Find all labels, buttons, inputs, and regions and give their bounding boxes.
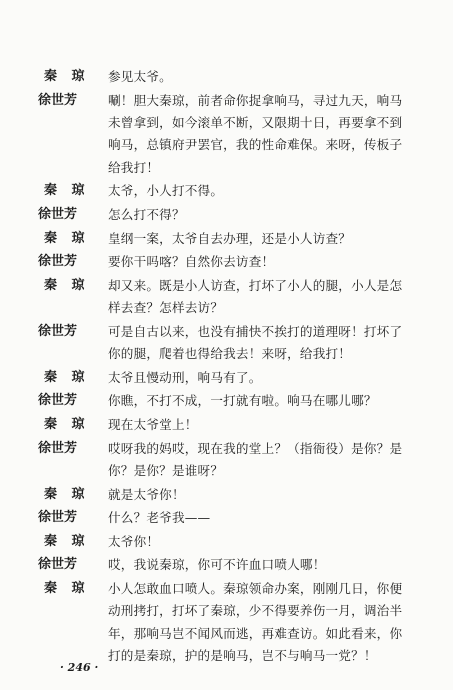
dialogue-line: 打的是秦琼，护的是响马，岂不与响马一党？！ (108, 648, 377, 664)
speaker-name: 徐世芳 (38, 92, 78, 108)
dialogue-line: 小人怎敢血口喷人。秦琼领命办案，刚刚几日，你便 (108, 581, 403, 596)
speaker-name: 秦 琼 (44, 486, 85, 502)
dialogue-entry (0, 367, 453, 389)
dialogue-line: 却又来。既是小人访查，打坏了小人的腿，小人是怎 (108, 277, 403, 293)
speaker-name: 秦 琼 (44, 277, 85, 293)
speaker-name: 徐世芳 (38, 440, 78, 456)
speaker-name: 秦 琼 (44, 183, 85, 199)
dialogue-line: 你？是你？是谁呀？ (108, 462, 224, 478)
speaker-name: 秦 琼 (44, 417, 85, 432)
speaker-name: 秦 琼 (44, 230, 85, 246)
dialogue-entry (0, 507, 453, 529)
dialogue-line: 什么？老爷我—— (108, 510, 211, 526)
dialogue-line: 可是自古以来，也没有捕快不挨打的道理呀！打坏了 (108, 323, 403, 339)
speaker-name: 秦 琼 (44, 69, 85, 84)
dialogue-entry (0, 438, 453, 483)
speaker-name: 徐世芳 (38, 557, 78, 573)
speaker-name: 徐世芳 (38, 510, 78, 526)
dialogue-entry (0, 321, 453, 366)
dialogue-entry (0, 90, 453, 180)
dialogue-line: 年，那响马岂不闻风而逃，再难查访。如此看来，你 (108, 625, 403, 641)
dialogue-entry (0, 414, 453, 436)
dialogue-line: 要你干吗喀？自然你去访查！ (108, 254, 275, 270)
dialogue-line: 就是太爷你！ (108, 486, 185, 502)
speaker-name: 秦 琼 (44, 533, 85, 549)
dialogue-entry (0, 204, 453, 226)
dialogue-entry (0, 228, 453, 250)
dialogue-line: 太爷且慢动刑，响马有了。 (108, 369, 262, 385)
dialogue-entry (0, 66, 453, 88)
dialogue-line: 太爷，小人打不得。 (108, 183, 224, 199)
dialogue-entry (0, 531, 453, 553)
dialogue-entry (0, 251, 453, 273)
dialogue-line: 怎么打不得？ (108, 207, 185, 222)
dialogue-entry (0, 390, 453, 412)
speaker-name: 徐世芳 (38, 254, 78, 270)
dialogue-line: 给我打！ (108, 159, 160, 175)
dialogue-line: 样去查？怎样去访？ (108, 300, 224, 316)
dialogue-line: 响马，总镇府尹罢官，我的性命难保。来呀，传板子 (108, 137, 403, 153)
speaker-name: 徐世芳 (38, 207, 78, 222)
dialogue-entry (0, 275, 453, 320)
dialogue-line: 参见太爷。 (108, 69, 172, 84)
speaker-name: 徐世芳 (38, 393, 78, 409)
speaker-name: 秦 琼 (44, 581, 85, 596)
dialogue-line: 你的腿，爬着也得给我去！来呀，给我打！ (108, 346, 352, 362)
dialogue-line: 哎呀我的妈哎，现在我的堂上？（指衙役）是你？是 (108, 440, 403, 456)
dialogue-entry (0, 180, 453, 202)
dialogue-line: 未曾拿到，如今滚单不断，又限期十日，再要拿不到 (108, 114, 403, 130)
dialogue-entry (0, 484, 453, 506)
dialogue-line: 唰！胆大秦琼，前者命你捉拿响马，寻过九天，响马 (108, 92, 403, 108)
speaker-name: 秦 琼 (44, 369, 85, 385)
page-number: · 246 · (60, 661, 99, 674)
dialogue-line: 皇纲一案，太爷自去办理，还是小人访查？ (108, 230, 352, 246)
dialogue-line: 太爷你！ (108, 533, 160, 549)
dialogue-line: 哎，我说秦琼，你可不许血口喷人哪！ (108, 557, 326, 573)
dialogue-entry (0, 554, 453, 576)
speaker-name: 徐世芳 (38, 323, 78, 339)
dialogue-line: 动刑拷打，打坏了秦琼，少不得要养伤一月，调治半 (108, 603, 403, 619)
dialogue-line: 你瞧，不打不成，一打就有啦。响马在哪儿哪？ (108, 393, 377, 409)
dialogue-entry (0, 578, 453, 668)
dialogue-line: 现在太爷堂上！ (108, 417, 198, 432)
